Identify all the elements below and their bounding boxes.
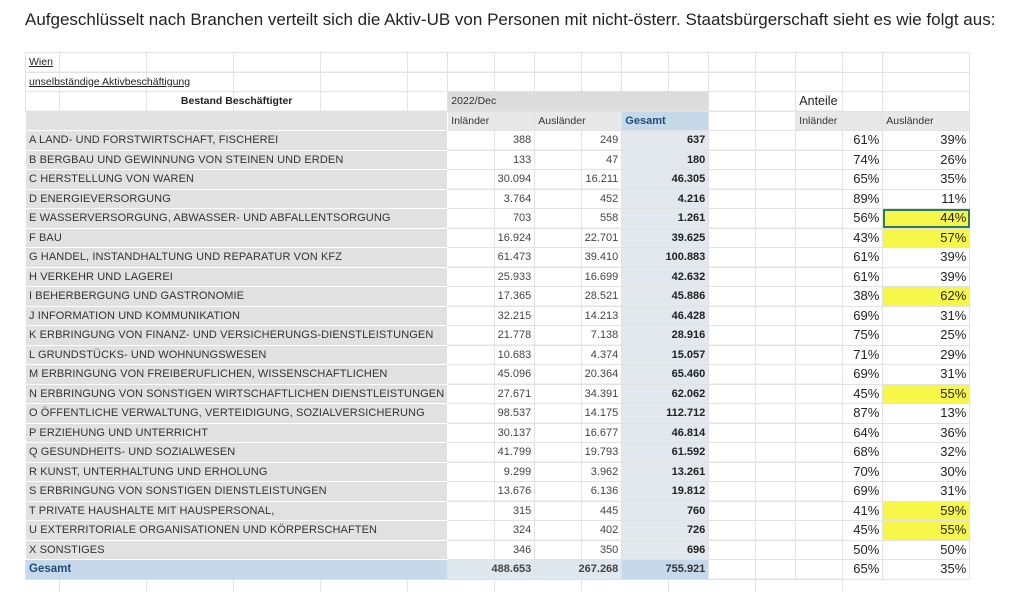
value-gesamt[interactable]: 28.916 [622,326,709,346]
branch-label[interactable]: C HERSTELLUNG VON WAREN [26,170,448,190]
header-row-measure [26,72,970,92]
value-auslaender[interactable]: 6.136 [535,482,622,502]
empty-cell[interactable] [709,326,796,346]
period-header[interactable]: 2022/Dec [448,92,709,112]
value-gesamt[interactable]: 61.592 [622,443,709,463]
empty-cell[interactable] [796,53,883,73]
value-gesamt[interactable]: 15.057 [622,345,709,365]
share-auslaender[interactable]: 35% [883,170,970,190]
share-inlaender[interactable]: 74% [796,150,883,170]
value-gesamt[interactable]: 696 [622,540,709,560]
branch-label[interactable]: S ERBRINGUNG VON SONSTIGEN DIENSTLEISTUNGEN [26,482,448,502]
value-inlaender[interactable]: 32.215 [448,306,535,326]
table-row [26,365,970,385]
branch-label[interactable]: L GRUNDSTÜCKS- UND WOHNUNGSWESEN [26,345,448,365]
empty-cell[interactable] [709,443,796,463]
value-auslaender[interactable]: 558 [535,209,622,229]
value-auslaender[interactable]: 39.410 [535,248,622,268]
value-inlaender[interactable]: 13.676 [448,482,535,502]
value-inlaender[interactable]: 16.924 [448,228,535,248]
empty-cell[interactable] [709,404,796,424]
share-inlaender[interactable]: 61% [796,267,883,287]
empty-cell[interactable] [535,53,622,73]
value-gesamt[interactable]: 1.261 [622,209,709,229]
value-auslaender[interactable]: 3.962 [535,462,622,482]
table-row [26,540,970,560]
empty-cell[interactable] [709,150,796,170]
branch-label[interactable]: R KUNST, UNTERHALTUNG UND ERHOLUNG [26,462,448,482]
header-row-region [26,53,970,73]
value-inlaender[interactable]: 41.799 [448,443,535,463]
share-header-inlaender[interactable]: Inländer [796,111,883,131]
share-auslaender[interactable]: 36% [883,423,970,443]
value-auslaender[interactable]: 4.374 [535,345,622,365]
share-inlaender[interactable]: 70% [796,462,883,482]
value-auslaender[interactable]: 16.699 [535,267,622,287]
table-row [26,150,970,170]
empty-cell[interactable] [709,365,796,385]
share-header-auslaender[interactable]: Ausländer [883,111,970,131]
empty-cell[interactable] [883,53,970,73]
branch-label[interactable]: J INFORMATION UND KOMMUNIKATION [26,306,448,326]
empty-cell[interactable] [709,228,796,248]
share-auslaender[interactable]: 26% [883,150,970,170]
value-auslaender[interactable]: 34.391 [535,384,622,404]
value-gesamt[interactable]: 46.814 [622,423,709,443]
empty-cell[interactable] [883,92,970,112]
empty-cell[interactable] [883,72,970,92]
table-row [26,345,970,365]
table-row [26,404,970,424]
value-inlaender[interactable]: 346 [448,540,535,560]
value-auslaender[interactable]: 28.521 [535,287,622,307]
value-inlaender[interactable]: 315 [448,501,535,521]
empty-cell[interactable] [709,384,796,404]
empty-cell[interactable] [622,72,709,92]
share-auslaender[interactable]: 25% [883,326,970,346]
share-auslaender[interactable]: 50% [883,540,970,560]
share-auslaender[interactable]: 30% [883,462,970,482]
intro-text: Aufgeschlüsselt nach Branchen verteilt sich die Aktiv-UB von Personen mit nicht-österr. Staatsbürgerschaft sieht es wie folgt aus: [25,10,996,29]
empty-cell[interactable] [709,287,796,307]
region-label: Wien [29,56,53,69]
empty-cell[interactable] [709,170,796,190]
share-inlaender[interactable]: 89% [796,189,883,209]
value-gesamt[interactable]: 637 [622,131,709,151]
value-inlaender[interactable]: 9.299 [448,462,535,482]
share-auslaender[interactable]: 29% [883,345,970,365]
value-gesamt[interactable]: 45.886 [622,287,709,307]
branch-label[interactable]: P ERZIEHUNG UND UNTERRICHT [26,423,448,443]
value-auslaender[interactable]: 14.175 [535,404,622,424]
branch-label[interactable]: K ERBRINGUNG VON FINANZ- UND VERSICHERUNGS-DIENSTLEISTUNGEN [26,326,448,346]
value-auslaender[interactable]: 249 [535,131,622,151]
share-auslaender[interactable]: 39% [883,131,970,151]
measure-label: unselbständige Aktivbeschäftigung [29,75,191,88]
empty-cell[interactable] [709,540,796,560]
value-auslaender[interactable]: 16.211 [535,170,622,190]
share-auslaender[interactable]: 39% [883,267,970,287]
value-inlaender[interactable]: 30.094 [448,170,535,190]
branch-label[interactable]: U EXTERRITORIALE ORGANISATIONEN UND KÖRPERSCHAFTEN [26,521,448,541]
empty-cell[interactable] [709,92,796,112]
value-auslaender[interactable]: 22.701 [535,228,622,248]
table-row [26,228,970,248]
empty-cell[interactable] [709,189,796,209]
value-auslaender[interactable]: 350 [535,540,622,560]
empty-cell[interactable] [709,306,796,326]
value-gesamt[interactable]: 760 [622,501,709,521]
table-row [26,267,970,287]
branch-label[interactable]: E WASSERVERSORGUNG, ABWASSER- UND ABFALLENTSORGUNG [26,209,448,229]
value-inlaender[interactable]: 61.473 [448,248,535,268]
branch-label[interactable]: N ERBRINGUNG VON SONSTIGEN WIRTSCHAFTLICHEN DIENSTLEISTUNGEN [26,384,448,404]
region-cell[interactable] [26,53,448,73]
value-gesamt[interactable]: 42.632 [622,267,709,287]
value-auslaender[interactable]: 7.138 [535,326,622,346]
branch-label[interactable]: G HANDEL, INSTANDHALTUNG UND REPARATUR VON KFZ [26,248,448,268]
share-auslaender[interactable]: 13% [883,404,970,424]
value-inlaender[interactable]: 25.933 [448,267,535,287]
table-row [26,443,970,463]
value-gesamt[interactable]: 4.216 [622,189,709,209]
value-inlaender[interactable]: 324 [448,521,535,541]
branch-label[interactable]: B BERGBAU UND GEWINNUNG VON STEINEN UND ERDEN [26,150,448,170]
value-inlaender[interactable]: 133 [448,150,535,170]
value-gesamt[interactable]: 19.812 [622,482,709,502]
value-gesamt[interactable]: 65.460 [622,365,709,385]
branch-label[interactable]: O ÖFFENTLICHE VERWALTUNG, VERTEIDIGUNG, SOZIALVERSICHERUNG [26,404,448,424]
table-row [26,248,970,268]
empty-cell[interactable] [709,209,796,229]
table-row [26,501,970,521]
branch-label[interactable]: D ENERGIEVERSORGUNG [26,189,448,209]
value-inlaender[interactable]: 45.096 [448,365,535,385]
total-row [26,560,970,580]
value-inlaender[interactable]: 3.764 [448,189,535,209]
table-row [26,306,970,326]
empty-cell[interactable] [709,111,796,131]
branch-label[interactable]: M ERBRINGUNG VON FREIBERUFLICHEN, WISSENSCHAFTLICHEN [26,365,448,385]
empty-cell[interactable] [709,423,796,443]
value-auslaender[interactable]: 19.793 [535,443,622,463]
share-inlaender[interactable]: 69% [796,482,883,502]
value-inlaender[interactable]: 17.365 [448,287,535,307]
branch-label[interactable]: A LAND- UND FORSTWIRTSCHAFT, FISCHEREI [26,131,448,151]
shares-title[interactable]: Anteile [796,92,883,112]
table-row [26,326,970,346]
share-auslaender[interactable]: 55% [883,521,970,541]
empty-cell[interactable] [709,462,796,482]
empty-cell[interactable] [448,53,535,73]
value-inlaender[interactable]: 10.683 [448,345,535,365]
empty-cell[interactable] [709,53,796,73]
share-inlaender[interactable]: 69% [796,365,883,385]
value-gesamt[interactable]: 46.428 [622,306,709,326]
branch-label[interactable]: F BAU [26,228,448,248]
share-auslaender[interactable]: 44% [883,209,970,229]
value-inlaender[interactable]: 388 [448,131,535,151]
total-auslaender[interactable]: 267.268 [535,560,622,580]
value-gesamt[interactable]: 39.625 [622,228,709,248]
share-auslaender[interactable]: 31% [883,365,970,385]
value-auslaender[interactable]: 14.213 [535,306,622,326]
table-row [26,423,970,443]
empty-cell[interactable] [709,345,796,365]
share-auslaender[interactable]: 32% [883,443,970,463]
share-auslaender[interactable]: 62% [883,287,970,307]
share-inlaender[interactable]: 68% [796,443,883,463]
share-auslaender[interactable]: 57% [883,228,970,248]
share-inlaender[interactable]: 87% [796,404,883,424]
branch-label[interactable]: I BEHERBERGUNG UND GASTRONOMIE [26,287,448,307]
share-inlaender[interactable]: 43% [796,228,883,248]
value-gesamt[interactable]: 180 [622,150,709,170]
share-inlaender[interactable]: 50% [796,540,883,560]
table-row [26,521,970,541]
value-auslaender[interactable]: 47 [535,150,622,170]
table-title[interactable]: Bestand Beschäftigter [26,92,448,112]
empty-cell[interactable] [709,521,796,541]
value-auslaender[interactable]: 16.677 [535,423,622,443]
share-inlaender[interactable]: 61% [796,131,883,151]
empty-cell[interactable] [709,248,796,268]
table-row [26,189,970,209]
share-auslaender[interactable]: 31% [883,482,970,502]
empty-label-header[interactable] [26,111,448,131]
value-gesamt[interactable]: 112.712 [622,404,709,424]
branch-label[interactable]: Q GESUNDHEITS- UND SOZIALWESEN [26,443,448,463]
value-inlaender[interactable]: 21.778 [448,326,535,346]
value-inlaender[interactable]: 98.537 [448,404,535,424]
table-row [26,170,970,190]
total-gesamt[interactable]: 755.921 [622,560,709,580]
branch-label[interactable]: T PRIVATE HAUSHALTE MIT HAUSPERSONAL, [26,501,448,521]
col-header-inlaender[interactable]: Inländer [448,111,535,131]
empty-cell[interactable] [709,501,796,521]
share-inlaender[interactable]: 56% [796,209,883,229]
share-inlaender[interactable]: 38% [796,287,883,307]
share-auslaender[interactable]: 31% [883,306,970,326]
table-row [26,131,970,151]
share-inlaender[interactable]: 69% [796,306,883,326]
data-table [25,52,970,580]
value-auslaender[interactable]: 452 [535,189,622,209]
col-header-gesamt[interactable]: Gesamt [622,111,709,131]
value-gesamt[interactable]: 726 [622,521,709,541]
share-inlaender[interactable]: 45% [796,521,883,541]
share-auslaender[interactable]: 55% [883,384,970,404]
value-inlaender[interactable]: 703 [448,209,535,229]
share-auslaender[interactable]: 11% [883,189,970,209]
value-gesamt[interactable]: 13.261 [622,462,709,482]
empty-cell[interactable] [709,72,796,92]
table-row [26,209,970,229]
value-gesamt[interactable]: 62.062 [622,384,709,404]
table-row [26,482,970,502]
table-row [26,462,970,482]
share-inlaender[interactable]: 45% [796,384,883,404]
empty-cell[interactable] [796,72,883,92]
branch-label[interactable]: H VERKEHR UND LAGEREI [26,267,448,287]
table-row [26,384,970,404]
total-label[interactable]: Gesamt [26,560,448,580]
empty-cell[interactable] [448,72,535,92]
total-inlaender[interactable]: 488.653 [448,560,535,580]
share-inlaender[interactable]: 41% [796,501,883,521]
empty-cell[interactable] [622,53,709,73]
empty-cell[interactable] [709,267,796,287]
value-inlaender[interactable]: 27.671 [448,384,535,404]
total-share-auslaender[interactable]: 35% [883,560,970,580]
share-auslaender[interactable]: 59% [883,501,970,521]
share-auslaender[interactable]: 39% [883,248,970,268]
empty-cell[interactable] [709,560,796,580]
col-header-auslaender[interactable]: Ausländer [535,111,622,131]
header-row-columns [26,111,970,131]
value-inlaender[interactable]: 30.137 [448,423,535,443]
value-gesamt[interactable]: 100.883 [622,248,709,268]
share-inlaender[interactable]: 65% [796,170,883,190]
share-inlaender[interactable]: 75% [796,326,883,346]
branch-label[interactable]: X SONSTIGES [26,540,448,560]
value-auslaender[interactable]: 445 [535,501,622,521]
value-gesamt[interactable]: 46.305 [622,170,709,190]
share-inlaender[interactable]: 64% [796,423,883,443]
empty-cell[interactable] [535,72,622,92]
value-auslaender[interactable]: 20.364 [535,365,622,385]
empty-cell[interactable] [709,131,796,151]
share-inlaender[interactable]: 71% [796,345,883,365]
value-auslaender[interactable]: 402 [535,521,622,541]
table-row [26,287,970,307]
empty-cell[interactable] [709,482,796,502]
share-inlaender[interactable]: 61% [796,248,883,268]
header-row-title [26,92,970,112]
measure-cell[interactable] [26,72,448,92]
total-share-inlaender[interactable]: 65% [796,560,883,580]
